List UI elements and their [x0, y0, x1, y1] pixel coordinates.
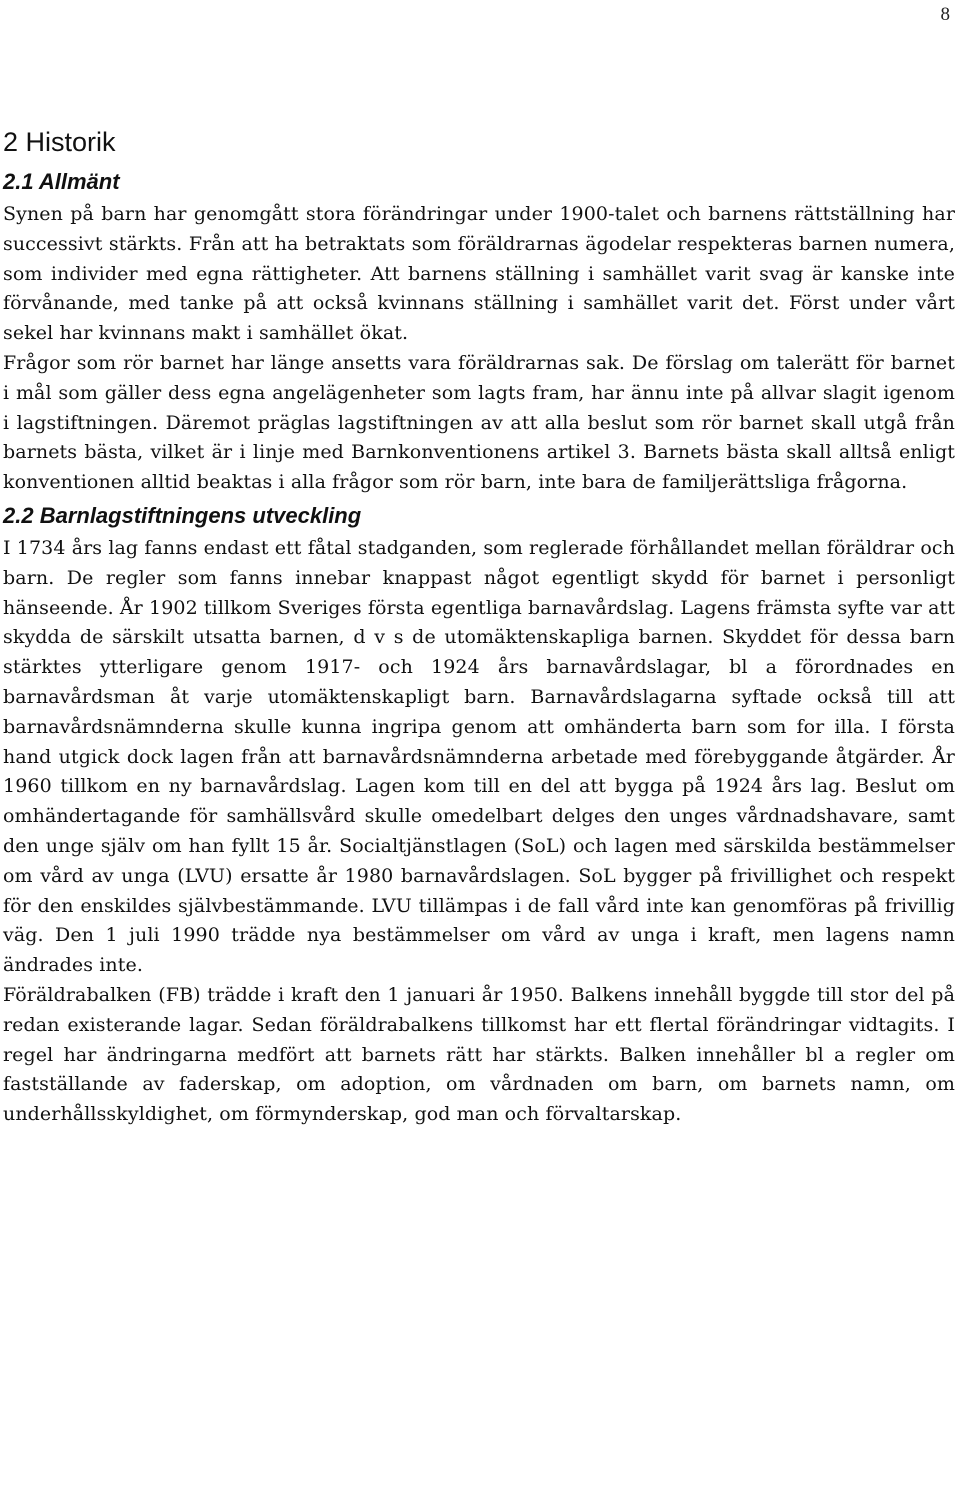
section-heading-allmant: 2.1 Allmänt	[3, 169, 120, 194]
section-heading-barnlagstiftningens-utveckling: 2.2 Barnlagstiftningens utveckling	[3, 502, 362, 528]
chapter-heading: 2 Historik	[3, 127, 116, 157]
paragraph-1734-ars-lag: I 1734 års lag fanns endast ett fåtal stadganden, som reglerade förhållandet mellan föräldrar och barn. De regler som fanns innebar knappast något egentligt skydd för barnet i personligt hänseende. År 1902 tillkom Sveriges första egentliga barnavårdslag. Lagens främsta syfte var att skydda de särskilt utsatta barnen, d v s de utomäktenskapliga barnen. Skyddet för dessa barn stärktes ytterligare genom 1917- och 1924 års barnavårdslagar, bl a förordnades en barnavårdsman åt varje utomäktenskapligt barn. Barnavårdslagarna syftade också till att barnavårdsnämnderna skulle kunna ingripa genom att omhänderta barn som for illa. I första hand utgick dock lagen från att barnavårdsnämnderna arbetade med förebyggande åtgärder. År 1960 tillkom en ny barnavårdslag. Lagen kom till en del att bygga på 1924 års lag. Beslut om omhändertagande för samhällsvård skulle omedelbart delges den unges vårdnadshavare, samt den unge själv om han fyllt 15 år. Socialtjänstlagen (SoL) och lagen med särskilda bestämmelser om vård av unga (LVU) ersatte år 1980 barnavårdslagen. SoL bygger på frivillighet och respekt för den enskildes självbestämmande. LVU tillämpas i de fall vård inte kan genomföras på frivillig väg. Den 1 juli 1990 trädde nya bestämmelser om vård av unga i kraft, men lagens namn ändrades inte.	[3, 536, 955, 977]
paragraph-foraldrabalken: Föräldrabalken (FB) trädde i kraft den 1 januari år 1950. Balkens innehåll byggde till stor del på redan existerande lagar. Sedan föräldrabalkens tillkomst har ett flertal förändringar vidtagits. I regel har ändringarna medfört att barnets rätt har stärkts. Balken innehåller bl a regler om fastställande av faderskap, om adoption, om vårdnaden om barn, om barnets namn, om underhållsskyldighet, om förmynderskap, god man och förvaltarskap.	[3, 983, 955, 1126]
page-number: 8	[940, 4, 950, 25]
paragraph-synen-pa-barn: Synen på barn har genomgått stora förändringar under 1900-talet och barnens rättställning har successivt stärkts. Från att ha betraktats som föräldrarnas ägodelar respekteras barnen numera, som individer med egna rättigheter. Att barnens ställning i samhället varit svag är kanske inte förvånande, med tanke på att också kvinnans ställning i samhället varit det. Först under vårt sekel har kvinnans makt i samhället ökat.	[3, 203, 955, 345]
paragraph-fragor-som-ror-barnet: Frågor som rör barnet har länge ansetts vara föräldrarnas sak. De förslag om talerätt för barnet i mål som gäller dess egna angelägenheter som lagts fram, har ännu inte på allvar slagit igenom i lagstiftningen. Däremot präglas lagstiftningen av att alla beslut som rör barnet skall utgå från barnets bästa, vilket är i linje med Barnkonventionens artikel 3. Barnets bästa skall alltså enligt konventionen alltid beaktas i alla frågor som rör barn, inte bara de familjerättsliga frågorna.	[3, 351, 955, 494]
document-body	[3, 120, 955, 1130]
